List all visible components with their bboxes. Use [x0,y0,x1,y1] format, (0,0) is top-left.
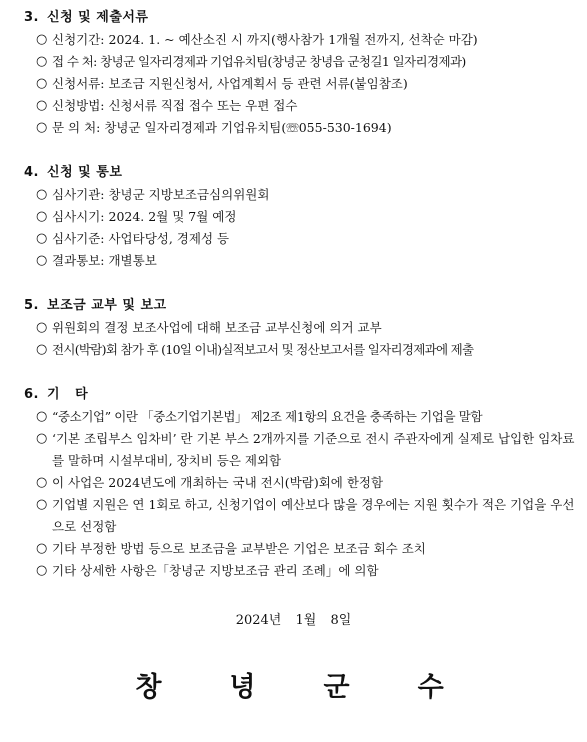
circle-bullet-icon: ○ [36,342,48,357]
circle-bullet-icon: ○ [36,409,48,424]
circle-bullet-icon: ○ [36,76,48,91]
list-item [24,117,577,139]
circle-bullet-icon: ○ [36,253,48,268]
section-review [24,162,577,272]
section-application [24,7,577,139]
list-item [24,206,577,228]
section-title: 신청 및 제출서류 [47,10,149,25]
circle-bullet-icon: ○ [36,209,48,224]
list-item [24,339,577,361]
circle-bullet-icon: ○ [36,54,48,69]
list-item [24,428,577,472]
list-item-text: 결과통보: 개별통보 [52,253,157,268]
section-other [24,384,577,582]
section-number: 5. [24,298,39,313]
section-heading [24,295,577,317]
circle-bullet-icon: ○ [36,231,48,246]
section-title: 신청 및 통보 [47,165,123,180]
list-item-text: 신청서류: 보조금 지원신청서, 사업계획서 등 관련 서류(붙임참조) [52,76,408,91]
list-item [24,73,577,95]
list-item [24,494,577,538]
list-item-text: 기타 상세한 사항은「창녕군 지방보조금 관리 조례」에 의함 [52,563,379,578]
list-item [24,184,577,206]
list-item-text: 문 의 처: 창녕군 일자리경제과 기업유치팀(☏055-530-1694) [52,120,392,135]
circle-bullet-icon: ○ [36,475,48,490]
section-heading [24,7,577,29]
list-item [24,406,577,428]
circle-bullet-icon: ○ [36,431,48,446]
circle-bullet-icon: ○ [36,320,48,335]
section-number: 3. [24,10,39,25]
circle-bullet-icon: ○ [36,120,48,135]
list-item [24,317,577,339]
list-item-text: 접 수 처: 창녕군 일자리경제과 기업유치팀(창녕군 창녕읍 군청길1 일자리경제과) [52,54,466,69]
section-heading [24,384,577,406]
section-number: 4. [24,165,39,180]
section-title: 보조금 교부 및 보고 [47,298,167,313]
section-number: 6. [24,387,39,402]
list-item [24,228,577,250]
document-date: 2024년 1월 8일 [235,613,352,628]
list-item-text: “중소기업” 이란 「중소기업기본법」 제2조 제1항의 요건을 충족하는 기업을 말함 [52,409,483,424]
list-item-text: 전시(박람)회 참가 후 (10일 이내)실적보고서 및 정산보고서를 일자리경제과에 제출 [52,342,474,357]
list-item-text: 이 사업은 2024년도에 개최하는 국내 전시(박람)회에 한정함 [52,475,384,490]
circle-bullet-icon: ○ [36,32,48,47]
section-title: 기 타 [47,387,89,402]
list-item [24,95,577,117]
list-item-text: 신청기간: 2024. 1. ~ 예산소진 시 까지(행사참가 1개월 전까지, 선착순 마감) [52,32,478,47]
list-item [24,472,577,494]
list-item-text: 기타 부정한 방법 등으로 보조금을 교부받은 기업은 보조금 회수 조치 [52,541,426,556]
circle-bullet-icon: ○ [36,563,48,578]
section-heading [24,162,577,184]
list-item-text: 위원회의 결정 보조사업에 대해 보조금 교부신청에 의거 교부 [52,320,382,335]
list-item [24,51,577,73]
list-item [24,538,577,560]
issuer-signature: 창녕군수 [135,672,512,703]
list-item-text: 신청방법: 신청서류 직접 접수 또는 우편 접수 [52,98,298,113]
list-item [24,560,577,582]
section-grant-report [24,295,577,361]
list-item-text: 기업별 지원은 연 1회로 하고, 신청기업이 예산보다 많을 경우에는 지원 횟수가 적은 기업을 우선으로 선정함 [52,497,575,534]
circle-bullet-icon: ○ [36,98,48,113]
list-item [24,250,577,272]
list-item-text: ‘기본 조립부스 임차비’ 란 기본 부스 2개까지를 기준으로 전시 주관자에게 실제로 납입한 임차료를 말하며 시설부대비, 장치비 등은 제외함 [52,431,575,468]
list-item [24,29,577,51]
list-item-text: 심사시기: 2024. 2월 및 7월 예정 [52,209,237,224]
list-item-text: 심사기관: 창녕군 지방보조금심의위원회 [52,187,270,202]
circle-bullet-icon: ○ [36,497,48,512]
list-item-text: 심사기준: 사업타당성, 경제성 등 [52,231,230,246]
circle-bullet-icon: ○ [36,541,48,556]
circle-bullet-icon: ○ [36,187,48,202]
